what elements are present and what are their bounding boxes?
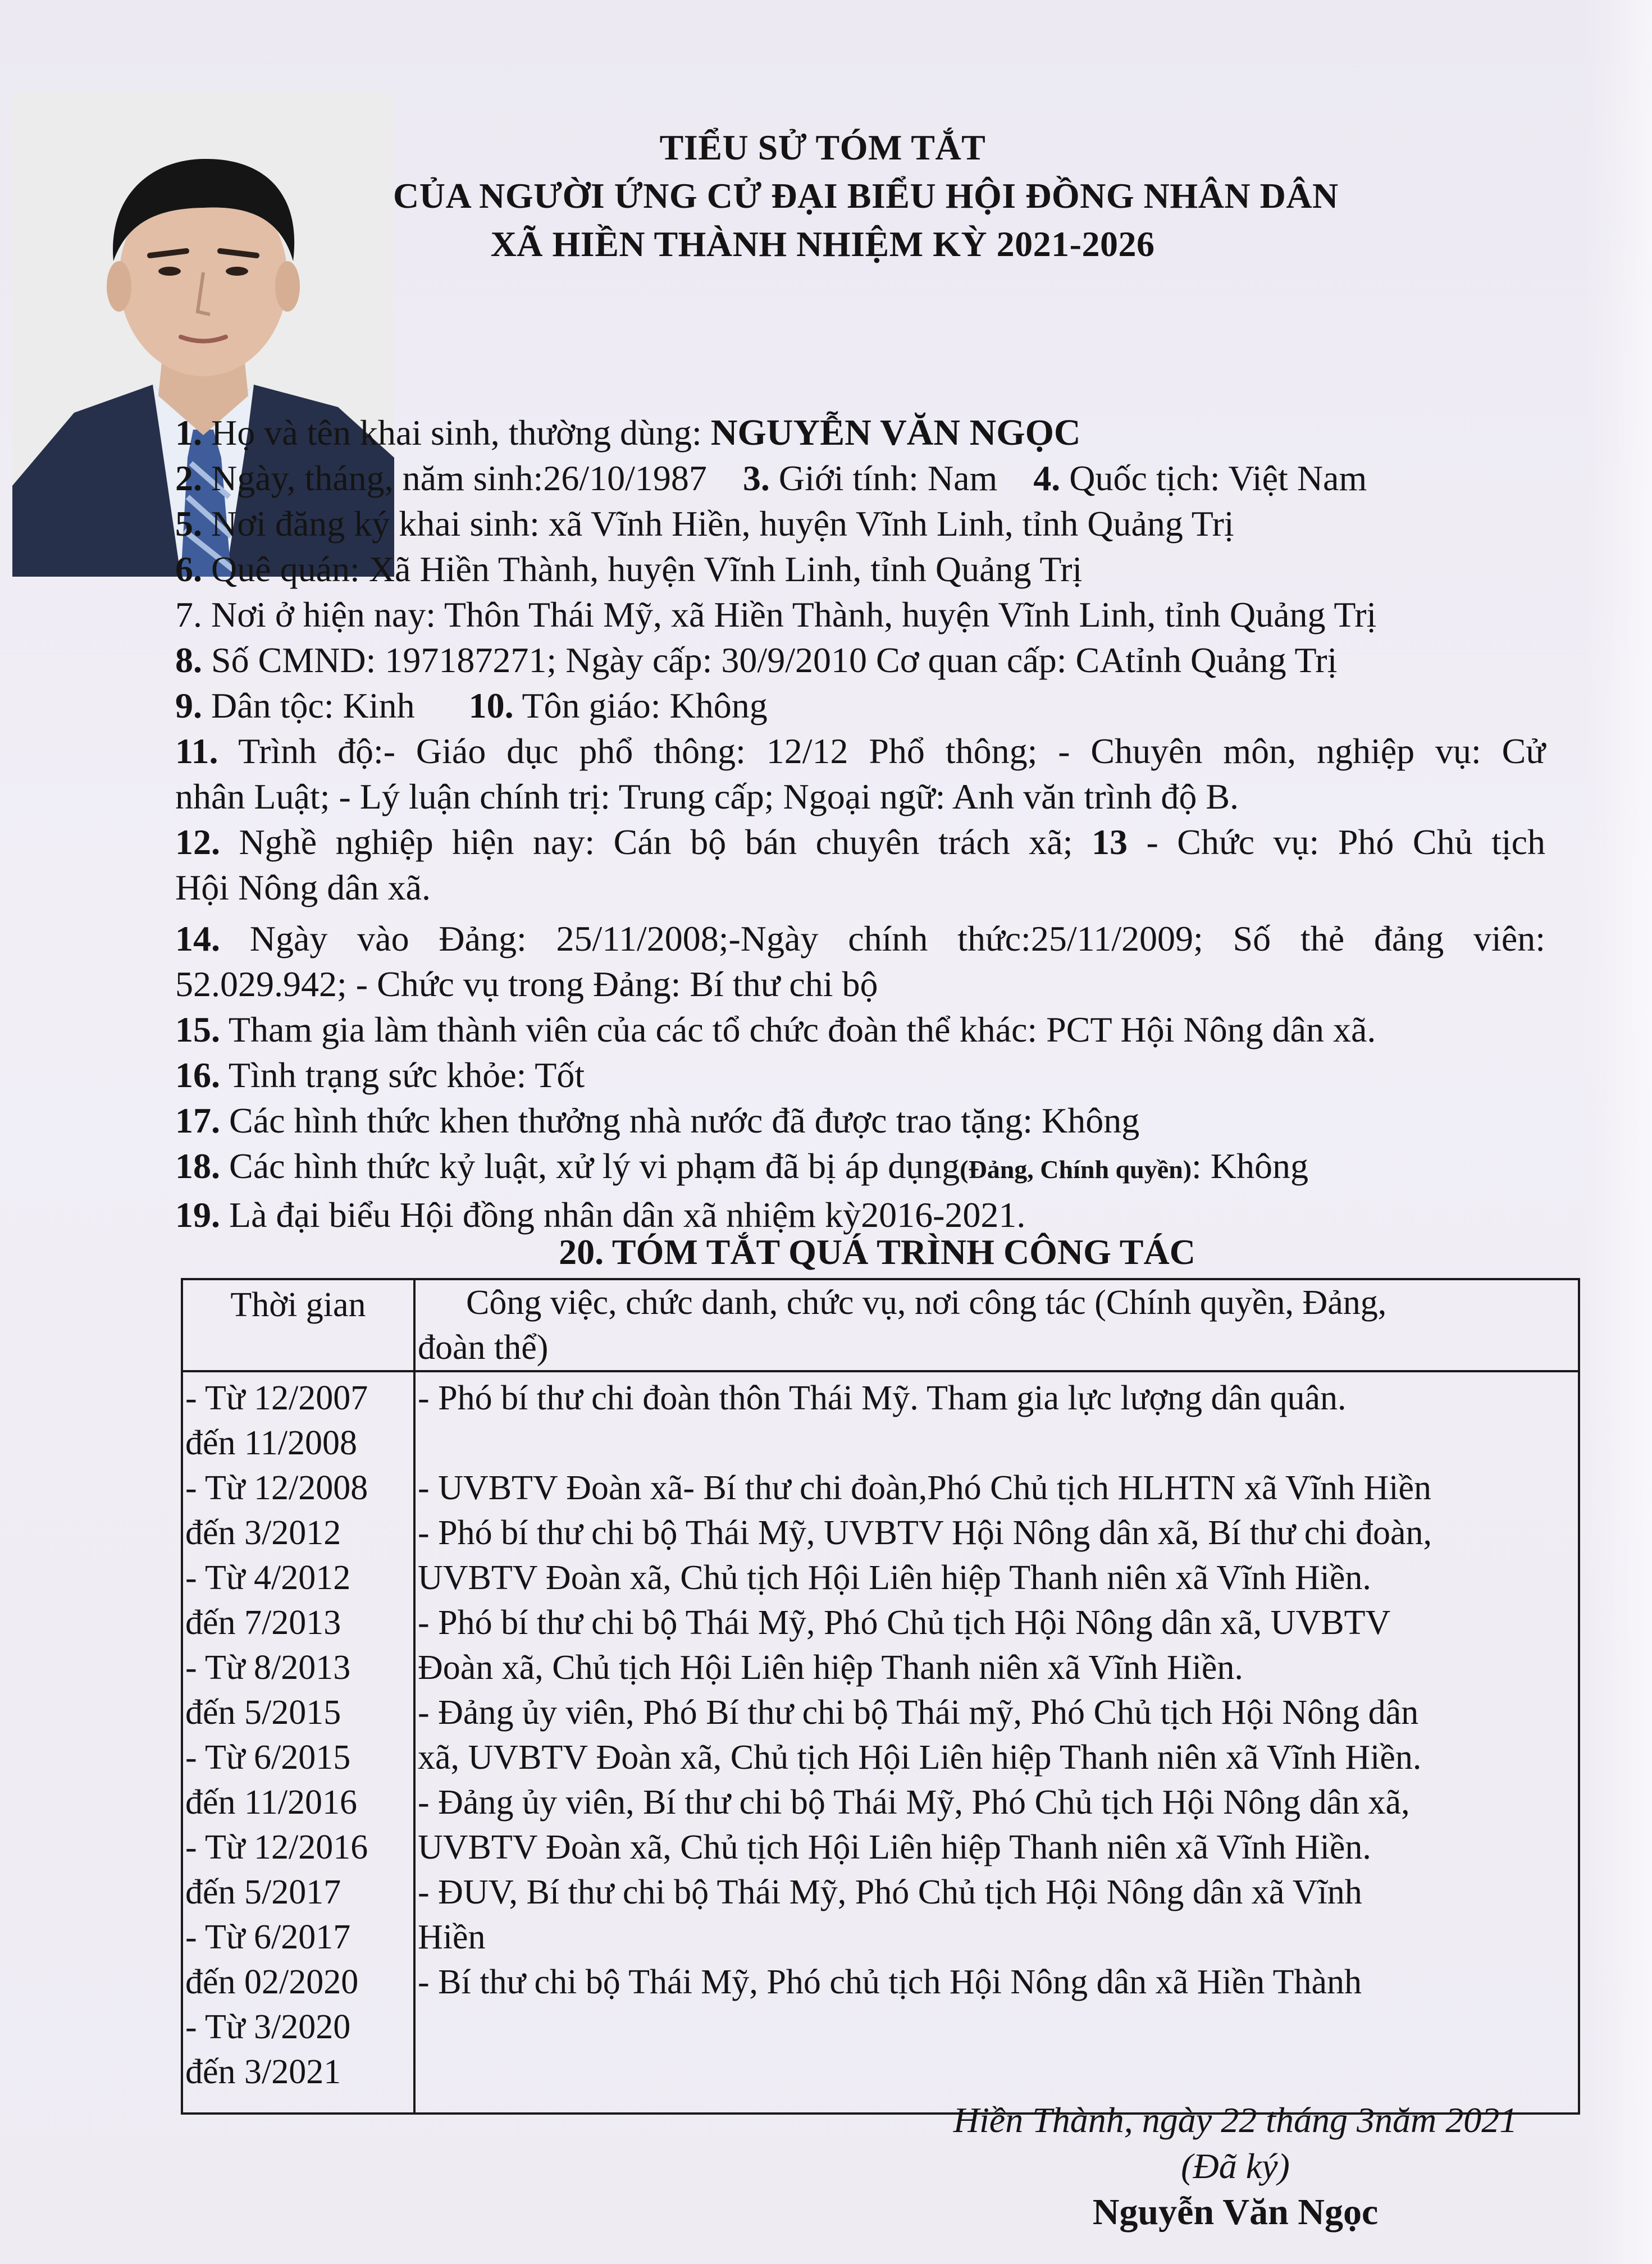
time-line: đến 3/2021	[185, 2053, 341, 2091]
discipline: Các hình thức kỷ luật, xử lý vi phạm đã bị áp dụng	[229, 1146, 960, 1186]
field-number: 17.	[175, 1101, 220, 1140]
time-line: đến 7/2013	[185, 1604, 341, 1642]
birth-registration-place: Nơi đăng ký khai sinh: xã Vĩnh Hiền, huyện Vĩnh Linh, tỉnh Quảng Trị	[211, 504, 1234, 544]
document-title	[393, 124, 1339, 268]
signer-name: Nguyễn Văn Ngọc	[1092, 2192, 1379, 2233]
field-number: 8.	[175, 640, 202, 680]
position: - Chức vụ: Phó Chủ tịch	[1146, 822, 1546, 862]
time-line: đến 5/2015	[185, 1694, 341, 1732]
signed-note: (Đã ký)	[1181, 2146, 1290, 2186]
time-line: - Từ 12/2008	[185, 1469, 368, 1507]
birth-date: Ngày, tháng, năm sinh:26/10/1987	[211, 458, 707, 498]
education-text: Trình độ:- Giáo dục phổ thông: 12/12 Phổ thông; - Chuyên môn, nghiệp vụ: Cử	[238, 731, 1546, 771]
field-health	[175, 1052, 1545, 1098]
gender: Giới tính: Nam	[778, 458, 998, 498]
field-id-card	[175, 637, 1545, 683]
field-number: 16.	[175, 1055, 220, 1095]
field-number: 4.	[1033, 458, 1061, 498]
time-line: - Từ 3/2020	[185, 2008, 351, 2046]
organizations: Tham gia làm thành viên của các tổ chức đoàn thể khác: PCT Hội Nông dân xã.	[228, 1010, 1376, 1049]
occupation: Nghề nghiệp hiện nay: Cán bộ bán chuyên trách xã;	[239, 822, 1073, 862]
field-full-name	[175, 410, 1545, 455]
work-line: xã, UVBTV Đoàn xã, Chủ tịch Hội Liên hiệp Thanh niên xã Vĩnh Hiền.	[418, 1738, 1422, 1777]
work-line: - ĐUV, Bí thư chi bộ Thái Mỹ, Phó Chủ tịch Hội Nông dân xã Vĩnh	[418, 1873, 1362, 1911]
awards: Các hình thức khen thưởng nhà nước đã được trao tặng: Không	[229, 1101, 1140, 1140]
field-number: 5.	[175, 504, 202, 544]
work-line: - UVBTV Đoàn xã- Bí thư chi đoàn,Phó Chủ tịch HLHTN xã Vĩnh Hiền	[418, 1469, 1431, 1507]
field-number: 11.	[175, 731, 218, 771]
field-number: 9.	[175, 686, 202, 725]
work-line: - Đảng ủy viên, Bí thư chi bộ Thái Mỹ, Phó Chủ tịch Hội Nông dân xã,	[418, 1783, 1410, 1822]
field-number: 19.	[175, 1195, 220, 1235]
field-occupation-line-2: Hội Nông dân xã.	[175, 868, 431, 907]
field-number: 7.	[175, 595, 202, 635]
hometown: Quê quán: Xã Hiền Thành, huyện Vĩnh Linh, tỉnh Quảng Trị	[211, 549, 1083, 589]
field-number: 15.	[175, 1010, 220, 1049]
time-line: đến 11/2016	[185, 1783, 357, 1822]
candidate-name: NGUYỄN VĂN NGỌC	[710, 412, 1081, 453]
time-column	[182, 1371, 414, 2114]
work-line: - Phó bí thư chi bộ Thái Mỹ, Phó Chủ tịch Hội Nông dân xã, UVBTV	[418, 1604, 1391, 1642]
field-birth-gender-nationality	[175, 455, 1545, 501]
field-birth-registration	[175, 501, 1545, 546]
work-line: Đoàn xã, Chủ tịch Hội Liên hiệp Thanh niên xã Vĩnh Hiền.	[418, 1649, 1243, 1687]
field-number: 13	[1091, 822, 1128, 862]
field-education-line-2: nhân Luật; - Lý luận chính trị: Trung cấp; Ngoại ngữ: Anh văn trình độ B.	[175, 777, 1239, 816]
religion: Tôn giáo: Không	[522, 686, 768, 725]
place-and-date: Hiền Thành, ngày 22 tháng 3năm 2021	[953, 2100, 1518, 2140]
table-header-row	[182, 1279, 1579, 1371]
time-line: - Từ 4/2012	[185, 1559, 351, 1597]
field-ethnicity-religion	[175, 683, 1545, 728]
time-line: - Từ 6/2015	[185, 1738, 351, 1777]
field-education-line-1	[175, 728, 1545, 774]
biography-fields	[175, 410, 1545, 1238]
title-line-1: TIỂU SỬ TÓM TẮT	[659, 127, 986, 167]
work-line: - Phó bí thư chi bộ Thái Mỹ, UVBTV Hội Nông dân xã, Bí thư chi đoàn,	[418, 1514, 1432, 1552]
party-membership: Ngày vào Đảng: 25/11/2008;-Ngày chính thức:25/11/2009; Số thẻ đảng viên:	[249, 919, 1546, 958]
field-number: 6.	[175, 549, 202, 589]
field-number: 3.	[742, 458, 770, 498]
ethnicity: Dân tộc: Kinh	[211, 686, 415, 725]
work-line: UVBTV Đoàn xã, Chủ tịch Hội Liên hiệp Thanh niên xã Vĩnh Hiền.	[418, 1559, 1371, 1597]
column-header-work-line-2: đoàn thể)	[418, 1329, 549, 1367]
work-line: Hiền	[418, 1918, 486, 1956]
work-history-title: 20. TÓM TẮT QUÁ TRÌNH CÔNG TÁC	[559, 1232, 1195, 1272]
field-party-line-1	[175, 916, 1545, 961]
field-number: 1.	[175, 413, 202, 453]
work-line-spacer	[418, 1421, 1576, 1466]
nationality: Quốc tịch: Việt Nam	[1069, 458, 1367, 498]
field-number: 2.	[175, 458, 202, 498]
work-line: - Bí thư chi bộ Thái Mỹ, Phó chủ tịch Hội Nông dân xã Hiền Thành	[418, 1963, 1362, 2001]
time-line: - Từ 12/2007	[185, 1379, 368, 1417]
field-current-residence	[175, 592, 1545, 637]
discipline-note: (Đảng, Chính quyền)	[960, 1155, 1192, 1184]
time-line: - Từ 12/2016	[185, 1828, 368, 1866]
field-number: 10.	[468, 686, 514, 725]
column-header-work	[414, 1279, 1579, 1371]
field-label: Họ và tên khai sinh, thường dùng:	[211, 413, 702, 453]
title-line-3: XÃ HIỀN THÀNH NHIỆM KỲ 2021-2026	[490, 224, 1155, 264]
time-line: đến 5/2017	[185, 1873, 341, 1911]
field-awards	[175, 1098, 1545, 1143]
time-line: đến 02/2020	[185, 1963, 359, 2001]
field-number: 18.	[175, 1146, 220, 1186]
field-discipline	[175, 1143, 1545, 1192]
field-hometown	[175, 546, 1545, 592]
work-history-table	[181, 1278, 1580, 2115]
column-header-time: Thời gian	[182, 1279, 414, 1371]
time-line: - Từ 8/2013	[185, 1649, 351, 1687]
health-status: Tình trạng sức khỏe: Tốt	[228, 1055, 585, 1095]
column-header-work-line-1: Công việc, chức danh, chức vụ, nơi công tác (Chính quyền, Đảng,	[466, 1284, 1387, 1322]
id-card-info: Số CMND: 197187271; Ngày cấp: 30/9/2010 Cơ quan cấp: CAtỉnh Quảng Trị	[211, 640, 1338, 680]
signoff-block	[898, 2097, 1572, 2235]
work-line: UVBTV Đoàn xã, Chủ tịch Hội Liên hiệp Thanh niên xã Vĩnh Hiền.	[418, 1828, 1371, 1866]
field-number: 14.	[175, 919, 220, 958]
work-line: - Đảng ủy viên, Phó Bí thư chi bộ Thái mỹ, Phó Chủ tịch Hội Nông dân	[418, 1694, 1419, 1732]
field-number: 12.	[175, 822, 220, 862]
time-line: đến 11/2008	[185, 1424, 357, 1462]
field-organizations	[175, 1007, 1545, 1052]
time-line: đến 3/2012	[185, 1514, 341, 1552]
field-occupation-line-1	[175, 819, 1545, 865]
time-line: - Từ 6/2017	[185, 1918, 351, 1956]
work-line: - Phó bí thư chi đoàn thôn Thái Mỹ. Tham gia lực lượng dân quân.	[418, 1379, 1347, 1417]
title-line-2: CỦA NGƯỜI ỨNG CỬ ĐẠI BIỂU HỘI ĐỒNG NHÂN DÂN	[393, 176, 1339, 216]
page-edge-highlight	[1585, 0, 1652, 2264]
current-residence: Nơi ở hiện nay: Thôn Thái Mỹ, xã Hiền Thành, huyện Vĩnh Linh, tỉnh Quảng Trị	[211, 595, 1377, 635]
work-column	[414, 1371, 1579, 2114]
previous-term: Là đại biểu Hội đồng nhân dân xã nhiệm kỳ2016-2021.	[229, 1195, 1026, 1235]
table-row	[182, 1371, 1579, 2114]
field-party-line-2: 52.029.942; - Chức vụ trong Đảng: Bí thư chi bộ	[175, 964, 878, 1004]
discipline-value: : Không	[1192, 1146, 1309, 1186]
